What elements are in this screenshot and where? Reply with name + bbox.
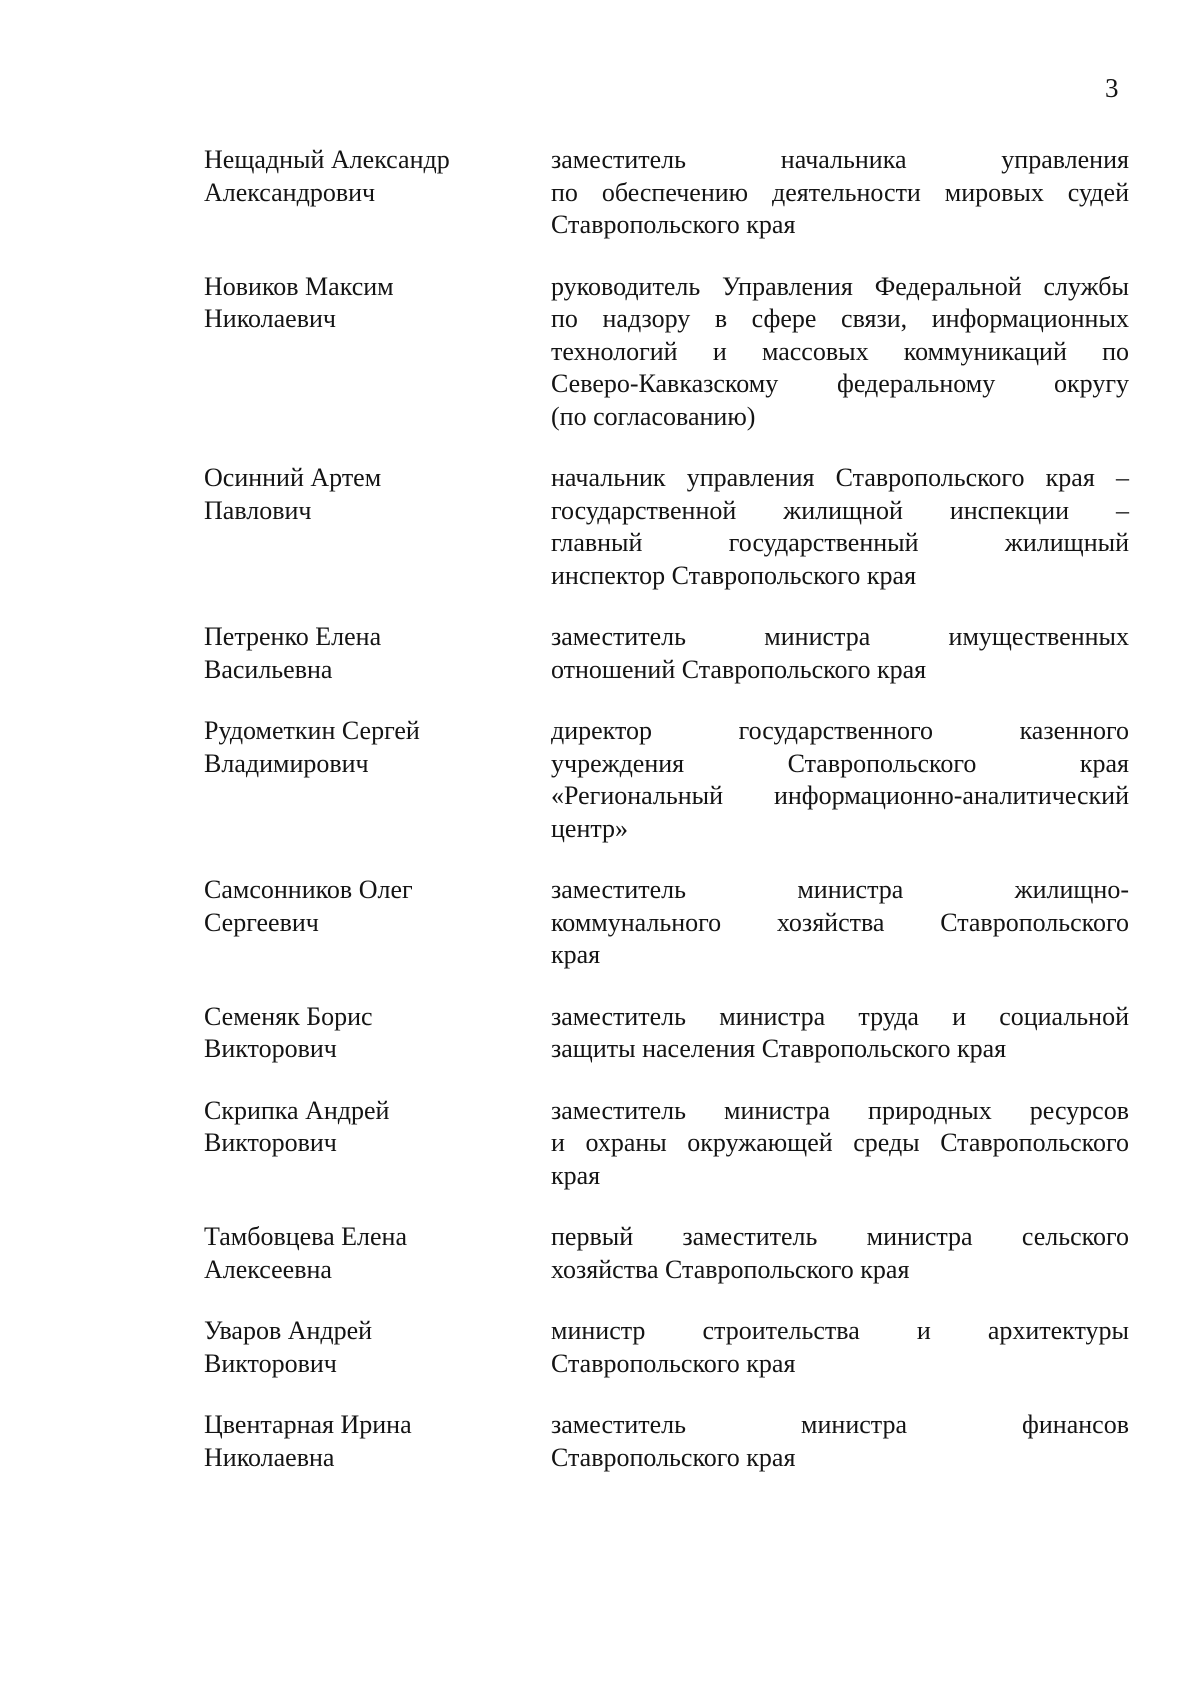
position-word: учреждения (551, 748, 685, 778)
position-word: заместитель (551, 1095, 687, 1125)
member-name-line: Нещадный Александр (204, 145, 450, 174)
member-position (551, 1001, 1129, 1066)
position-line (551, 748, 1129, 781)
position-word: по (1102, 336, 1129, 366)
member-name (204, 1095, 504, 1160)
position-word: и (952, 1001, 966, 1031)
position-word: заместитель (551, 145, 687, 174)
position-word: по (551, 177, 578, 207)
member-name (204, 621, 504, 686)
position-word: Ставропольского (835, 463, 1025, 492)
position-word: службы (1043, 271, 1129, 301)
position-word: казенного (1019, 716, 1129, 745)
position-word: Ставропольского (787, 748, 977, 778)
position-line (551, 368, 1129, 401)
position-line (551, 303, 1129, 336)
position-word: заместитель (682, 1222, 818, 1251)
position-word: первый (551, 1222, 634, 1251)
position-word: жилищный (1004, 528, 1129, 557)
position-word: федеральному (836, 369, 996, 398)
position-word: начальника (780, 145, 907, 174)
member-name-line: Новиков Максим (204, 271, 394, 301)
position-word: и (916, 1316, 931, 1345)
position-line (551, 621, 1129, 654)
position-word: руководитель (551, 271, 701, 301)
position-line (551, 177, 1129, 210)
position-line (551, 780, 1129, 813)
position-word: инспекции (949, 495, 1070, 525)
position-line (551, 1095, 1129, 1128)
member-name (204, 462, 504, 527)
page-number: 3 (1105, 73, 1119, 103)
position-word: информационно-аналитический (773, 781, 1129, 810)
position-word: надзору (602, 304, 691, 333)
member-name-line: Павлович (204, 495, 312, 525)
position-word: коммуникаций (903, 336, 1067, 366)
member-name (204, 271, 504, 336)
position-line (551, 907, 1129, 940)
member-position (551, 874, 1129, 972)
position-word: в (714, 304, 728, 333)
member-name-line: Александрович (204, 177, 376, 207)
position-line (551, 462, 1129, 495)
position-word: «Региональный (551, 781, 724, 810)
position-word: имущественных (948, 622, 1129, 651)
position-word: министра (724, 1095, 831, 1125)
member-position (551, 1315, 1129, 1380)
position-line: Ставропольского края (551, 210, 796, 239)
position-word: Федеральной (874, 271, 1022, 301)
position-word: технологий (551, 336, 678, 366)
position-line: отношений Ставропольского края (551, 654, 927, 684)
position-word: заместитель (551, 875, 687, 904)
position-word: информационных (931, 304, 1129, 333)
member-name-line: Николаевна (204, 1442, 335, 1472)
position-word: государственный (728, 528, 919, 557)
member-name-line: Сергеевич (204, 907, 319, 937)
position-word: заместитель (551, 1410, 687, 1439)
position-line: Ставропольского края (551, 1442, 796, 1472)
member-name (204, 874, 504, 939)
position-word: начальник (551, 463, 666, 492)
position-line: центр» (551, 813, 629, 843)
position-word: массовых (761, 336, 869, 366)
position-line (551, 336, 1129, 369)
position-line (551, 1001, 1129, 1034)
position-word: – (1116, 495, 1129, 525)
member-name (204, 144, 504, 209)
position-word: сельского (1021, 1222, 1129, 1251)
position-line: инспектор Ставропольского края (551, 560, 917, 590)
position-line (551, 1127, 1129, 1160)
member-name-line: Николаевич (204, 304, 336, 333)
member-position (551, 715, 1129, 845)
member-name-line: Владимирович (204, 748, 369, 778)
position-word: директор (551, 716, 652, 745)
position-line: хозяйства Ставропольского края (551, 1254, 910, 1284)
member-name-line: Скрипка Андрей (204, 1095, 390, 1125)
position-word: обеспечению (601, 177, 749, 207)
position-word: судей (1067, 177, 1129, 207)
position-word: министра (719, 1001, 826, 1031)
member-name (204, 1221, 504, 1286)
position-word: жилищно- (1014, 875, 1129, 904)
position-word: и (712, 336, 727, 366)
member-name-line: Васильевна (204, 654, 333, 684)
position-word: и (551, 1128, 565, 1157)
member-name (204, 1409, 504, 1474)
member-position (551, 1095, 1129, 1193)
position-line (551, 144, 1129, 177)
position-line: края (551, 940, 601, 969)
member-position (551, 144, 1129, 242)
position-word: социальной (999, 1001, 1129, 1031)
member-position (551, 462, 1129, 592)
position-word: окружающей (687, 1128, 833, 1157)
position-word: архитектуры (987, 1316, 1129, 1345)
member-name-line: Самсонников Олег (204, 875, 413, 904)
position-line: защиты населения Ставропольского края (551, 1034, 1007, 1063)
position-word: Ставропольского (940, 907, 1129, 937)
position-word: Управления (722, 271, 853, 301)
position-word: главный (551, 528, 643, 557)
position-line: Ставропольского края (551, 1348, 796, 1378)
member-name-line: Викторович (204, 1128, 337, 1157)
position-line (551, 715, 1129, 748)
position-word: связи, (841, 304, 908, 333)
position-word: управления (686, 463, 815, 492)
member-name-line: Цвентарная Ирина (204, 1410, 412, 1439)
member-name (204, 715, 504, 780)
position-word: округу (1054, 369, 1129, 398)
position-word: министр (551, 1316, 646, 1345)
member-name-line: Тамбовцева Елена (204, 1222, 408, 1251)
member-name-line: Осинний Артем (204, 463, 382, 492)
position-word: заместитель (551, 1001, 687, 1031)
position-line (551, 271, 1129, 304)
position-word: министра (801, 1410, 908, 1439)
member-name-line: Петренко Елена (204, 622, 382, 651)
position-word: сфере (751, 304, 817, 333)
position-word: хозяйства (776, 907, 885, 937)
position-word: строительства (702, 1316, 860, 1345)
position-word: края (1045, 463, 1095, 492)
member-name-line: Уваров Андрей (204, 1316, 373, 1345)
position-word: ресурсов (1029, 1095, 1129, 1125)
member-name-line: Семеняк Борис (204, 1001, 373, 1031)
position-line (551, 527, 1129, 560)
position-word: Северо-Кавказскому (551, 369, 779, 398)
position-word: среды (853, 1128, 920, 1157)
member-name-line: Викторович (204, 1348, 337, 1378)
position-word: природных (868, 1095, 992, 1125)
position-line (551, 874, 1129, 907)
member-position (551, 1221, 1129, 1286)
position-line: (по согласованию) (551, 401, 756, 431)
position-word: жилищной (783, 495, 903, 525)
position-line: края (551, 1160, 601, 1190)
position-word: финансов (1022, 1410, 1129, 1439)
member-name-line: Рудометкин Сергей (204, 716, 420, 745)
position-word: министра (866, 1222, 973, 1251)
position-word: Ставропольского (940, 1128, 1129, 1157)
member-position (551, 621, 1129, 686)
position-line (551, 495, 1129, 528)
position-word: по (551, 304, 578, 333)
member-name (204, 1001, 504, 1066)
position-word: – (1116, 463, 1129, 492)
position-word: министра (797, 875, 904, 904)
position-word: мировых (944, 177, 1044, 207)
position-word: министра (764, 622, 871, 651)
position-word: края (1079, 748, 1129, 778)
position-word: государственного (738, 716, 933, 745)
position-word: управления (1001, 145, 1129, 174)
position-word: деятельности (772, 177, 921, 207)
member-name (204, 1315, 504, 1380)
position-line (551, 1315, 1129, 1348)
member-position (551, 1409, 1129, 1474)
position-word: заместитель (551, 622, 687, 651)
position-word: охраны (585, 1128, 667, 1157)
position-line (551, 1221, 1129, 1254)
member-name-line: Викторович (204, 1034, 337, 1063)
position-line (551, 1409, 1129, 1442)
member-position (551, 271, 1129, 434)
member-name-line: Алексеевна (204, 1254, 332, 1284)
position-word: государственной (551, 495, 737, 525)
position-word: труда (858, 1001, 919, 1031)
position-word: коммунального (551, 907, 722, 937)
